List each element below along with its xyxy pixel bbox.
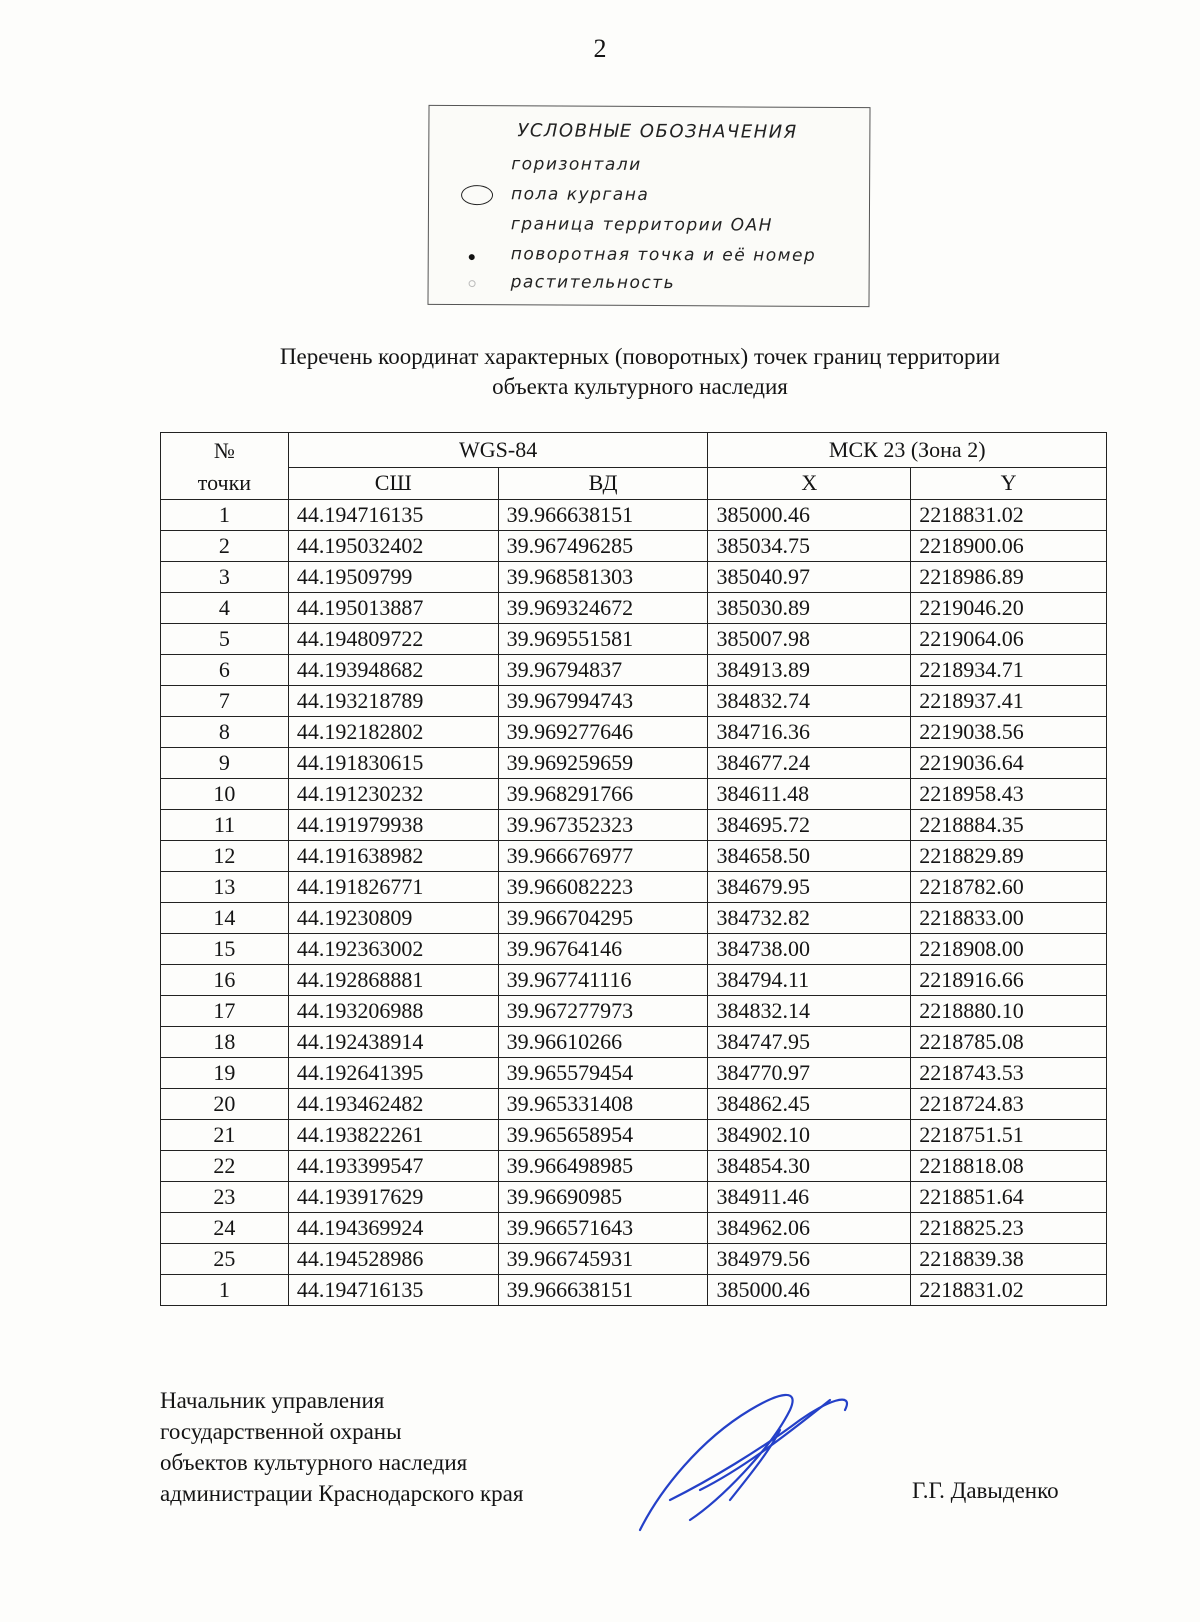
signer-title-line-1: Начальник управления: [160, 1388, 385, 1413]
table-row: [161, 1213, 1107, 1244]
cell-longitude: 39.969259659: [498, 748, 708, 779]
cell-longitude: 39.965331408: [498, 1089, 708, 1120]
table-subheader-row: [161, 467, 1107, 499]
table-row: [161, 593, 1107, 624]
cell-x: 384911.46: [708, 1182, 911, 1213]
cell-x: 384962.06: [708, 1213, 911, 1244]
cell-longitude: 39.967352323: [498, 810, 708, 841]
cell-x: 384832.74: [708, 686, 911, 717]
cell-longitude: 39.969551581: [498, 624, 708, 655]
cell-y: 2219038.56: [911, 717, 1107, 748]
cell-point-number: 14: [161, 903, 289, 934]
cell-latitude: 44.191638982: [288, 841, 498, 872]
cell-point-number: 25: [161, 1244, 289, 1275]
cell-y: 2219036.64: [911, 748, 1107, 779]
cell-x: 385030.89: [708, 593, 911, 624]
cell-longitude: 39.967994743: [498, 686, 708, 717]
table-body: [161, 500, 1107, 1306]
table-row: [161, 686, 1107, 717]
cell-longitude: 39.967496285: [498, 531, 708, 562]
table-row: [161, 1120, 1107, 1151]
signer-name: Г.Г. Давыденко: [912, 1478, 1059, 1503]
column-group-wgs84: WGS-84: [288, 433, 708, 468]
cell-latitude: 44.194809722: [288, 624, 498, 655]
cell-y: 2218839.38: [911, 1244, 1107, 1275]
cell-longitude: 39.965658954: [498, 1120, 708, 1151]
table-row: [161, 965, 1107, 996]
cell-y: 2218900.06: [911, 531, 1107, 562]
cell-latitude: 44.193917629: [288, 1182, 498, 1213]
cell-latitude: 44.193822261: [288, 1120, 498, 1151]
cell-point-number: 24: [161, 1213, 289, 1244]
cell-latitude: 44.193462482: [288, 1089, 498, 1120]
cell-y: 2218958.43: [911, 779, 1107, 810]
cell-x: 384832.14: [708, 996, 911, 1027]
cell-latitude: 44.193399547: [288, 1151, 498, 1182]
cell-point-number: 10: [161, 779, 289, 810]
table-row: [161, 1058, 1107, 1089]
cell-point-number: 7: [161, 686, 289, 717]
cell-x: 385007.98: [708, 624, 911, 655]
cell-longitude: 39.968291766: [498, 779, 708, 810]
signer-title-line-4: администрации Краснодарского края: [160, 1481, 524, 1506]
cell-y: 2218829.89: [911, 841, 1107, 872]
heading-line-2: объекта культурного наследия: [492, 374, 788, 399]
cell-point-number: 5: [161, 624, 289, 655]
table-row: [161, 748, 1107, 779]
dot-icon: [455, 242, 495, 266]
cell-y: 2218782.60: [911, 872, 1107, 903]
cell-y: 2218851.64: [911, 1182, 1107, 1213]
legend-item-label: пола кургана: [511, 184, 650, 206]
cell-latitude: 44.191230232: [288, 779, 498, 810]
signer-title-line-3: объектов культурного наследия: [160, 1450, 468, 1475]
table-row: [161, 996, 1107, 1027]
table-row: [161, 717, 1107, 748]
cell-x: 384611.48: [708, 779, 911, 810]
cell-latitude: 44.192438914: [288, 1027, 498, 1058]
cell-latitude: 44.19509799: [288, 562, 498, 593]
cell-longitude: 39.96794837: [498, 655, 708, 686]
cell-latitude: 44.191826771: [288, 872, 498, 903]
cell-y: 2218818.08: [911, 1151, 1107, 1182]
cell-longitude: 39.966082223: [498, 872, 708, 903]
cell-x: 384902.10: [708, 1120, 911, 1151]
column-group-msk23: МСК 23 (Зона 2): [708, 433, 1107, 468]
column-header-number-sign: №: [213, 438, 235, 463]
cell-y: 2218724.83: [911, 1089, 1107, 1120]
legend-item-barrow-floor: [511, 182, 649, 207]
cell-x: 385000.46: [708, 1275, 911, 1306]
cell-latitude: 44.191830615: [288, 748, 498, 779]
ellipse-icon: [455, 182, 495, 206]
column-header-point-label: точки: [197, 470, 252, 495]
cell-x: 384794.11: [708, 965, 911, 996]
cell-y: 2219046.20: [911, 593, 1107, 624]
cell-y: 2218884.35: [911, 810, 1107, 841]
cell-longitude: 39.966676977: [498, 841, 708, 872]
cell-x: 385034.75: [708, 531, 911, 562]
column-header-latitude: СШ: [288, 467, 498, 499]
cell-point-number: 17: [161, 996, 289, 1027]
cell-point-number: 16: [161, 965, 289, 996]
cell-point-number: 13: [161, 872, 289, 903]
cell-y: 2218880.10: [911, 996, 1107, 1027]
cell-y: 2218751.51: [911, 1120, 1107, 1151]
cell-y: 2218831.02: [911, 1275, 1107, 1306]
cell-latitude: 44.195013887: [288, 593, 498, 624]
cell-point-number: 15: [161, 934, 289, 965]
legend-item-label: горизонтали: [511, 154, 642, 175]
cell-latitude: 44.193948682: [288, 655, 498, 686]
table-row: [161, 624, 1107, 655]
cell-point-number: 19: [161, 1058, 289, 1089]
table-row: [161, 934, 1107, 965]
table-header-row: [161, 433, 1107, 468]
table-row: [161, 1089, 1107, 1120]
cell-point-number: 21: [161, 1120, 289, 1151]
cell-y: 2218986.89: [911, 562, 1107, 593]
cell-x: 384732.82: [708, 903, 911, 934]
legend-item-label: растительность: [510, 272, 676, 294]
cell-point-number: 8: [161, 717, 289, 748]
cell-latitude: 44.194369924: [288, 1213, 498, 1244]
cell-point-number: 4: [161, 593, 289, 624]
table-row: [161, 562, 1107, 593]
cell-latitude: 44.19230809: [288, 903, 498, 934]
legend-item-turning-point: [511, 242, 817, 268]
cell-point-number: 1: [161, 1275, 289, 1306]
cell-x: 385000.46: [708, 500, 911, 531]
cell-point-number: 2: [161, 531, 289, 562]
cell-y: 2218934.71: [911, 655, 1107, 686]
column-header-point-number: [161, 433, 289, 500]
signer-title-line-2: государственной охраны: [160, 1419, 402, 1444]
cell-longitude: 39.96690985: [498, 1182, 708, 1213]
cell-y: 2218831.02: [911, 500, 1107, 531]
legend-item-vegetation: [511, 270, 676, 295]
legend-box: [427, 105, 870, 307]
handwritten-signature: [630, 1380, 870, 1540]
cell-point-number: 11: [161, 810, 289, 841]
cell-longitude: 39.967741116: [498, 965, 708, 996]
cell-x: 384679.95: [708, 872, 911, 903]
cell-latitude: 44.193218789: [288, 686, 498, 717]
cell-latitude: 44.192363002: [288, 934, 498, 965]
cell-latitude: 44.192641395: [288, 1058, 498, 1089]
cell-y: 2218785.08: [911, 1027, 1107, 1058]
cell-x: 384738.00: [708, 934, 911, 965]
cell-latitude: 44.191979938: [288, 810, 498, 841]
small-circle-icon: [455, 270, 495, 294]
cell-x: 384913.89: [708, 655, 911, 686]
cell-point-number: 9: [161, 748, 289, 779]
cell-y: 2218833.00: [911, 903, 1107, 934]
cell-x: 384979.56: [708, 1244, 911, 1275]
cell-x: 384695.72: [708, 810, 911, 841]
cell-latitude: 44.194716135: [288, 1275, 498, 1306]
legend-item-boundary: [511, 212, 773, 237]
table-row: [161, 779, 1107, 810]
table-row: [161, 1244, 1107, 1275]
cell-latitude: 44.193206988: [288, 996, 498, 1027]
cell-x: 384677.24: [708, 748, 911, 779]
cell-longitude: 39.966638151: [498, 1275, 708, 1306]
legend-item-contours: [511, 152, 642, 177]
cell-latitude: 44.194716135: [288, 500, 498, 531]
cell-longitude: 39.96764146: [498, 934, 708, 965]
cell-longitude: 39.967277973: [498, 996, 708, 1027]
cell-longitude: 39.966704295: [498, 903, 708, 934]
cell-point-number: 1: [161, 500, 289, 531]
cell-longitude: 39.969324672: [498, 593, 708, 624]
table-row: [161, 655, 1107, 686]
cell-y: 2218908.00: [911, 934, 1107, 965]
table-row: [161, 531, 1107, 562]
cell-y: 2218916.66: [911, 965, 1107, 996]
signature-block: [160, 1385, 523, 1509]
cell-x: 385040.97: [708, 562, 911, 593]
cell-point-number: 12: [161, 841, 289, 872]
cell-y: 2218825.23: [911, 1213, 1107, 1244]
cell-latitude: 44.192182802: [288, 717, 498, 748]
cell-x: 384658.50: [708, 841, 911, 872]
coordinates-table: [160, 432, 1107, 1306]
column-header-y: Y: [911, 467, 1107, 499]
cell-longitude: 39.96610266: [498, 1027, 708, 1058]
cell-point-number: 3: [161, 562, 289, 593]
cell-point-number: 23: [161, 1182, 289, 1213]
column-header-x: X: [708, 467, 911, 499]
cell-longitude: 39.966638151: [498, 500, 708, 531]
table-row: [161, 1275, 1107, 1306]
cell-x: 384854.30: [708, 1151, 911, 1182]
cell-longitude: 39.968581303: [498, 562, 708, 593]
cell-latitude: 44.192868881: [288, 965, 498, 996]
legend-item-label: граница территории ОАН: [510, 214, 774, 236]
table-row: [161, 500, 1107, 531]
cell-latitude: 44.194528986: [288, 1244, 498, 1275]
table-row: [161, 1182, 1107, 1213]
table-row: [161, 810, 1107, 841]
cell-longitude: 39.969277646: [498, 717, 708, 748]
cell-y: 2218937.41: [911, 686, 1107, 717]
cell-point-number: 18: [161, 1027, 289, 1058]
cell-y: 2219064.06: [911, 624, 1107, 655]
column-header-longitude: ВД: [498, 467, 708, 499]
table-row: [161, 841, 1107, 872]
cell-latitude: 44.195032402: [288, 531, 498, 562]
legend-title: УСЛОВНЫЕ ОБОЗНАЧЕНИЯ: [517, 120, 798, 143]
table-heading: [160, 342, 1120, 402]
cell-x: 384716.36: [708, 717, 911, 748]
cell-point-number: 22: [161, 1151, 289, 1182]
cell-longitude: 39.966571643: [498, 1213, 708, 1244]
page-number: 2: [593, 34, 607, 63]
cell-point-number: 20: [161, 1089, 289, 1120]
cell-longitude: 39.966498985: [498, 1151, 708, 1182]
cell-longitude: 39.965579454: [498, 1058, 708, 1089]
cell-x: 384862.45: [708, 1089, 911, 1120]
table-row: [161, 1027, 1107, 1058]
table-row: [161, 1151, 1107, 1182]
cell-x: 384747.95: [708, 1027, 911, 1058]
cell-point-number: 6: [161, 655, 289, 686]
cell-x: 384770.97: [708, 1058, 911, 1089]
table-row: [161, 903, 1107, 934]
cell-longitude: 39.966745931: [498, 1244, 708, 1275]
cell-y: 2218743.53: [911, 1058, 1107, 1089]
legend-item-label: поворотная точка и её номер: [510, 244, 817, 266]
heading-line-1: Перечень координат характерных (поворотных) точек границ территории: [279, 344, 1001, 369]
table-row: [161, 872, 1107, 903]
